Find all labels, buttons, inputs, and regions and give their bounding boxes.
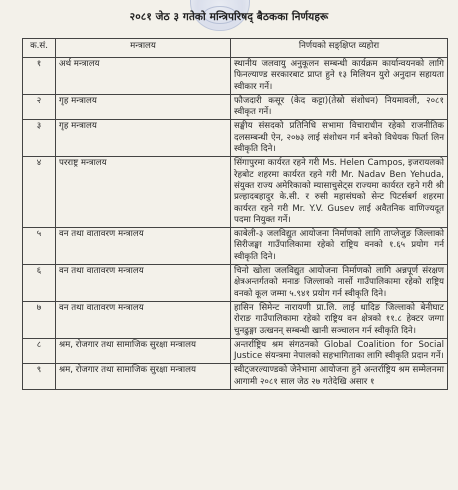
table-header-row xyxy=(23,39,448,58)
row-decision: हासिन सिमेन्ट नारायणी प्रा.लि. लाई धादिङ जिल्लाको बेनीघाट रोराङ गाउँपालिकामा रहेको राष्ट्रिय वन क्षेत्रको ११.८ हेक्टर जग्गा चुनढुङ्गा उत्खनन् सम्बन्धी खानी सञ्चालन गर्न स्वीकृति दिने। xyxy=(231,301,448,338)
table-row xyxy=(23,58,448,95)
document-title: २०८१ जेठ ३ गतेको मन्त्रिपरिषद् बैठकका निर्णयहरू xyxy=(129,11,329,23)
row-decision: स्वीट्जरल्याण्डको जेनेभामा आयोजना हुने अन्तर्राष्ट्रिय श्रम सम्मेलनमा आगामी २०८१ साल जेठ २७ गतेदेखि असार १ xyxy=(231,364,448,390)
header-decision: निर्णयको सङ्क्षिप्त व्यहोरा xyxy=(231,39,448,58)
row-ministry: परराष्ट्र मन्त्रालय xyxy=(56,157,231,228)
row-serial: ६ xyxy=(23,265,56,302)
table-row xyxy=(23,301,448,338)
row-decision: अन्तर्राष्ट्रिय श्रम संगठनको Global Coalition for Social Justice संयन्त्रमा नेपालको सहभागिताका लागि स्वीकृति प्रदान गर्ने। xyxy=(231,338,448,364)
row-serial: ४ xyxy=(23,157,56,228)
row-serial: ९ xyxy=(23,364,56,390)
row-serial: १ xyxy=(23,58,56,95)
row-ministry: श्रम, रोजगार तथा सामाजिक सुरक्षा मन्त्रालय xyxy=(56,364,231,390)
row-serial: ८ xyxy=(23,338,56,364)
row-serial: ७ xyxy=(23,301,56,338)
row-ministry: वन तथा वातावरण मन्त्रालय xyxy=(56,301,231,338)
table-row xyxy=(23,338,448,364)
row-ministry: गृह मन्त्रालय xyxy=(56,120,231,157)
row-serial: ३ xyxy=(23,120,56,157)
table-row xyxy=(23,364,448,390)
header-serial: क.सं. xyxy=(23,39,56,58)
table-row xyxy=(23,120,448,157)
row-ministry: श्रम, रोजगार तथा सामाजिक सुरक्षा मन्त्रालय xyxy=(56,338,231,364)
row-decision: काबेली-३ जलविद्युत आयोजना निर्माणको लागि ताप्लेजुङ जिल्लाको सिरीजङ्घा गाउँपालिकामा रहेको राष्ट्रिय वनको १.६५ प्रयोग गर्न स्वीकृति दिने। xyxy=(231,228,448,265)
decisions-table xyxy=(22,38,448,390)
table-row xyxy=(23,157,448,228)
row-decision: सङ्घीय संसदको प्रतिनिधि सभामा विचाराधीन रहेको राजनीतिक दलसम्बन्धी ऐन, २०७३ लाई संशोधन गर्न बनेको विधेयक फिर्ता लिन स्वीकृति दिने। xyxy=(231,120,448,157)
row-serial: २ xyxy=(23,94,56,120)
row-decision: फौजदारी कसूर (केद कट्टा)(तेस्रो संशोधन) नियमावली, २०८१ स्वीकृत गर्ने। xyxy=(231,94,448,120)
row-ministry: वन तथा वातावरण मन्त्रालय xyxy=(56,265,231,302)
table-row xyxy=(23,94,448,120)
table-row xyxy=(23,228,448,265)
row-ministry: वन तथा वातावरण मन्त्रालय xyxy=(56,228,231,265)
row-ministry: गृह मन्त्रालय xyxy=(56,94,231,120)
row-serial: ५ xyxy=(23,228,56,265)
row-decision: चिनो खोला जलविद्युत आयोजना निर्माणको लागि अन्नपूर्ण संरक्षण क्षेत्रअन्तर्गतको मनाङ जिल्लाको नार्सो गाउँपालिकामा रहेको राष्ट्रिय वनको कूल जम्मा ५.९४१ प्रयोग गर्न स्वीकृति दिने। xyxy=(231,265,448,302)
row-ministry: अर्थ मन्त्रालय xyxy=(56,58,231,95)
header-ministry: मन्त्रालय xyxy=(56,39,231,58)
row-decision: सिंगापुरमा कार्यरत रहने गरी Ms. Helen Campos, इजरायलको रेहबोट शहरमा कार्यरत रहने गरी Mr. Nadav Ben Yehuda, संयुक्त राज्य अमेरिकाको म्यासाचुसेट्स राज्यमा कार्यरत रहने गरी श्री प्रल्हादबहादुर के.सी. र रुसी महासंघको सेन्ट पिटर्सबर्ग शहरमा कार्यरत रहने गरी Mr. Y.V. Gusev लाई अवैतनिक वाणिज्यदूत पदमा नियुक्त गर्ने। xyxy=(231,157,448,228)
row-decision: स्थानीय जलवायु अनुकूलन सम्बन्धी कार्यक्रम कार्यान्वयनको लागि फिनल्याण्ड सरकारबाट प्राप्त हुने १३ मिलियन युरो अनुदान सहायता स्वीकार गर्ने। xyxy=(231,58,448,95)
table-row xyxy=(23,265,448,302)
